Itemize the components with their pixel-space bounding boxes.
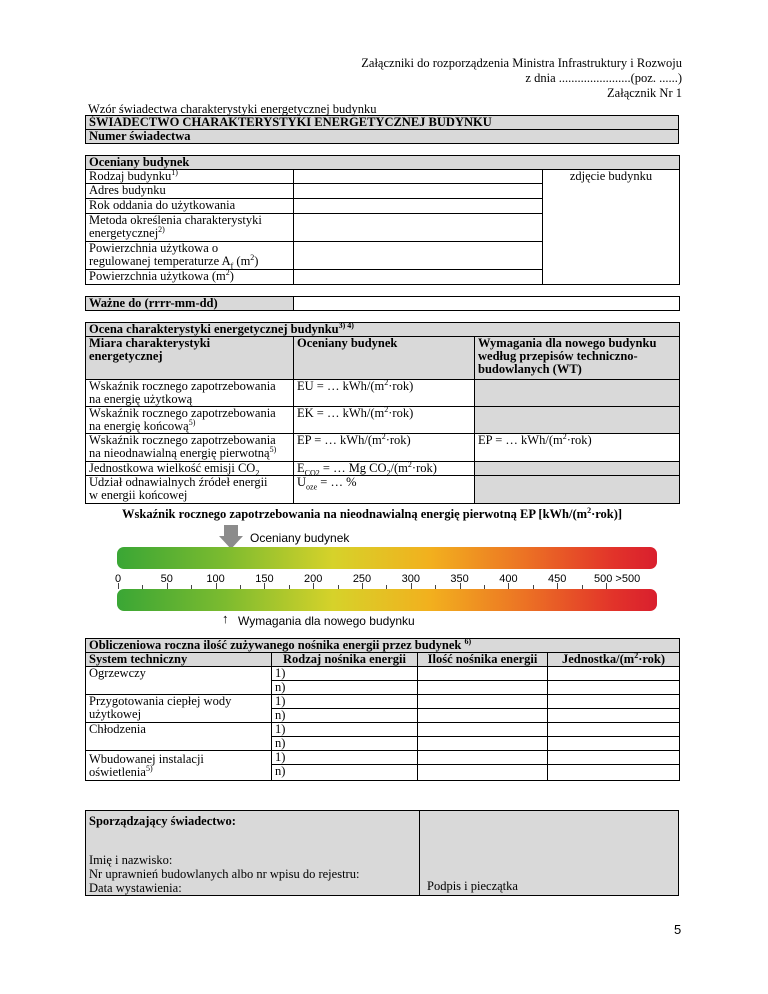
issuer-title: Sporządzający świadectwo: [89, 814, 236, 828]
ep-label: Wskaźnik rocznego zapotrzebowania na nieodnawialną energię pierwotną$^{5)}$ [86, 434, 294, 462]
scale-minor-tick [435, 585, 436, 589]
heated-area-field[interactable] [294, 242, 543, 270]
building-photo[interactable] [543, 170, 680, 285]
assessed-building-scale-label: Oceniany budynek [250, 531, 350, 545]
eu-value[interactable]: EU = … kWh/$(m^2\cdot rok)$ [294, 380, 475, 407]
issuer-box [85, 810, 420, 896]
scale-bar-lower [117, 589, 657, 611]
assessment-table [85, 322, 680, 504]
signature-box[interactable] [419, 810, 679, 896]
issuer-name-label: Imię i nazwisko: [89, 853, 173, 867]
amount-cell[interactable] [418, 695, 548, 709]
unit-cell[interactable] [548, 737, 680, 751]
amount-cell[interactable] [418, 765, 548, 781]
co2-value[interactable]: $E_{CO2}$ = … Mg $CO_2/(m^2\cdot rok)$ [294, 462, 475, 476]
building-header: Oceniany budynek [86, 156, 680, 170]
scale-minor-tick [240, 585, 241, 589]
oze-label: Udział odnawialnych źródeł energii w energii końcowej [86, 476, 294, 504]
scale-tick-label: 150 [255, 573, 274, 585]
consumption-table [85, 638, 680, 781]
lighting-label: Wbudowanej instalacji oświetlenia$^{5)}$ [86, 751, 272, 781]
eu-wt-cell [475, 380, 680, 407]
unit-cell[interactable] [548, 723, 680, 737]
ep-wt-value[interactable]: EP = … kWh/$(m^2\cdot rok)$ [475, 434, 680, 462]
ek-label: Wskaźnik rocznego zapotrzebowania na energię końcową$^{5)}$ [86, 407, 294, 434]
usable-area-field[interactable] [294, 270, 543, 285]
wt-requirements-header: Wymagania dla nowego budynku według przepisów techniczno- budowlanych (WT) [475, 337, 680, 380]
page-number: 5 [674, 922, 682, 937]
carrier-cell[interactable]: n) [272, 681, 418, 695]
carrier-cell[interactable]: 1) [272, 667, 418, 681]
building-type-label: Rodzaj budynku$^{1)}$ [86, 170, 294, 184]
unit-cell[interactable] [548, 681, 680, 695]
ek-wt-cell [475, 407, 680, 434]
assessment-title: Ocena charakterystyki energetycznej budynku$^{3) 4)}$ [86, 323, 680, 337]
certificate-number-label: Numer świadectwa [86, 130, 679, 144]
unit-cell[interactable] [548, 695, 680, 709]
scale-minor-tick [191, 585, 192, 589]
scale-tick-label: 350 [450, 573, 469, 585]
ep-value[interactable]: EP = … kWh/$(m^2\cdot rok)$ [294, 434, 475, 462]
scale-tick-label: 500 >500 [594, 573, 641, 585]
carrier-type-header: Rodzaj nośnika energii [272, 653, 418, 667]
carrier-cell[interactable]: 1) [272, 751, 418, 765]
scale-tick-label: 300 [401, 573, 420, 585]
oze-wt-cell [475, 476, 680, 504]
scale-tick-label: 400 [499, 573, 518, 585]
scale-tick-label: 0 [114, 573, 122, 585]
heating-label: Ogrzewczy [86, 667, 272, 695]
valid-until-field[interactable] [294, 297, 680, 311]
carrier-amount-header: Ilość nośnika energii [418, 653, 548, 667]
ek-value[interactable]: EK = … kWh/$(m^2\cdot rok)$ [294, 407, 475, 434]
regulation-header-line3: Załącznik Nr 1 [607, 86, 682, 100]
amount-cell[interactable] [418, 751, 548, 765]
eu-label: Wskaźnik rocznego zapotrzebowania na energię użytkową [86, 380, 294, 407]
co2-wt-cell [475, 462, 680, 476]
scale-minor-tick [386, 585, 387, 589]
unit-cell[interactable] [548, 751, 680, 765]
regulation-header-line1: Załączniki do rozporządzenia Ministra Infrastruktury i Rozwoju [361, 56, 682, 70]
year-label: Rok oddania do użytkowania [86, 199, 294, 214]
valid-until-label: Ważne do (rrrr-mm-dd) [86, 297, 294, 311]
building-type-field[interactable] [294, 170, 543, 184]
unit-cell[interactable] [548, 709, 680, 723]
assessed-building-header: Oceniany budynek [294, 337, 475, 380]
year-field[interactable] [294, 199, 543, 214]
carrier-cell[interactable]: n) [272, 709, 418, 723]
amount-cell[interactable] [418, 681, 548, 695]
scale-minor-tick [484, 585, 485, 589]
scale-minor-tick [142, 585, 143, 589]
amount-cell[interactable] [418, 709, 548, 723]
scale-bar-upper [117, 547, 657, 569]
unit-cell[interactable] [548, 667, 680, 681]
cooling-label: Chłodzenia [86, 723, 272, 751]
amount-cell[interactable] [418, 667, 548, 681]
scale-minor-tick [533, 585, 534, 589]
certificate-title: ŚWIADECTWO CHARAKTERYSTYKI ENERGETYCZNEJ BUDYNKU [86, 116, 679, 130]
scale-tick-label: 50 [160, 573, 173, 585]
unit-cell[interactable] [548, 765, 680, 781]
carrier-cell[interactable]: n) [272, 737, 418, 751]
consumption-title: Obliczeniowa roczna ilość zużywanego nośnika energii przez budynek $^{6)}$ [86, 639, 680, 653]
scale-tick-label: 250 [352, 573, 372, 585]
regulation-header-line2: z dnia .......................(poz. ......) [525, 71, 682, 85]
system-header: System techniczny [86, 653, 272, 667]
ep-scale-title: Wskaźnik rocznego zapotrzebowania na nieodnawialną energię pierwotną EP $[kWh/(m^2\cdot rok)]$ [122, 505, 623, 521]
new-building-scale-label: Wymagania dla nowego budynku [238, 614, 415, 628]
scale-tick-label: 450 [548, 573, 567, 585]
usable-area-label: Powierzchnia użytkowa $(m^2)$ [86, 270, 294, 285]
scale-minor-tick [338, 585, 339, 589]
oze-value[interactable]: $U_{oze}$ = … % [294, 476, 475, 504]
amount-cell[interactable] [418, 723, 548, 737]
issuer-license-label: Nr uprawnień budowlanych albo nr wpisu do rejestru: [89, 867, 360, 881]
building-table [85, 155, 680, 285]
address-field[interactable] [294, 184, 543, 199]
signature-label: Podpis i pieczątka [427, 879, 518, 893]
carrier-cell[interactable]: 1) [272, 695, 418, 709]
carrier-cell[interactable]: n) [272, 765, 418, 781]
amount-cell[interactable] [418, 737, 548, 751]
dhw-label: Przygotowania ciepłej wody użytkowej [86, 695, 272, 723]
scale-minor-tick [289, 585, 290, 589]
scale-tick-label: 200 [304, 573, 323, 585]
measure-header: Miara charakterystyki energetycznej [86, 337, 294, 380]
carrier-cell[interactable]: 1) [272, 723, 418, 737]
issuer-date-label: Data wystawienia: [89, 881, 182, 895]
up-arrow-icon: ↑ [222, 611, 229, 626]
scale-minor-tick [582, 585, 583, 589]
method-field[interactable] [294, 214, 543, 242]
co2-label: Jednostkowa wielkość emisji $CO_2$ [86, 462, 294, 476]
form-title: Wzór świadectwa charakterystyki energetycznej budynku [88, 102, 377, 116]
heated-area-label: Powierzchnia użytkowa o regulowanej temperaturze $A_f$ $(m^2)$ [86, 242, 294, 270]
unit-header: Jednostka/$(m^2\cdot rok)$ [548, 653, 680, 667]
scale-tick-label: 100 [206, 573, 225, 585]
building-photo-label: zdjęcie budynku [569, 169, 653, 183]
method-label: Metoda określenia charakterystyki energetycznej$^{2)}$ [86, 214, 294, 242]
address-label: Adres budynku [86, 184, 294, 199]
